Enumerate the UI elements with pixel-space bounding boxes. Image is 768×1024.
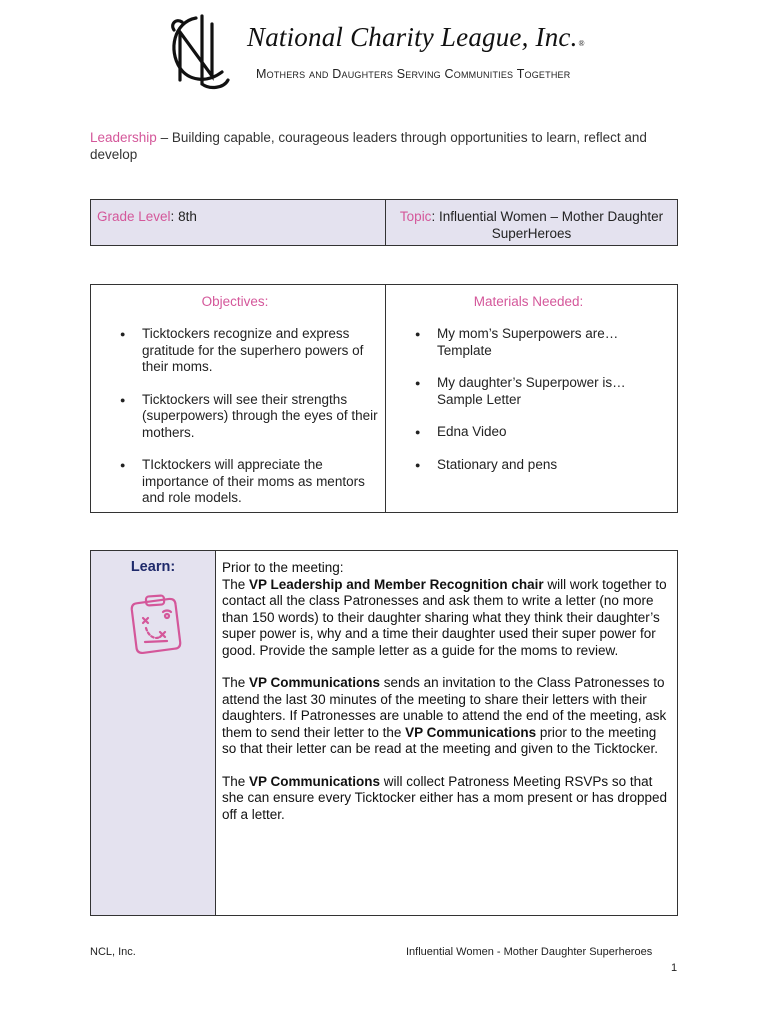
- learn-heading: Learn:: [130, 559, 176, 575]
- grade-level-value: 8th: [174, 209, 197, 224]
- ncl-monogram-icon: [166, 10, 232, 94]
- grade-level-cell: Grade Level: 8th: [91, 200, 386, 245]
- topic-value: Influential Women – Mother Daughter SuperHeroes: [435, 209, 664, 241]
- org-tagline: Mothers and Daughters Serving Communities Together: [256, 67, 571, 81]
- leadership-intro: [90, 129, 680, 163]
- leadership-label: Leadership: [90, 130, 157, 145]
- material-item: ● Stationary and pens: [386, 457, 671, 474]
- objective-item: ● Ticktockers recognize and express gratitude for the superhero powers of their moms.: [91, 326, 379, 376]
- objective-item: ● TIcktockers will appreciate the importance of their moms as mentors and role models.: [91, 457, 379, 507]
- objectives-column: [91, 285, 386, 512]
- materials-heading: Materials Needed:: [473, 294, 584, 309]
- objectives-materials-table: [90, 284, 678, 513]
- material-item: ● My daughter’s Superpower is… Sample Letter: [386, 375, 671, 408]
- material-item: ● Edna Video: [386, 424, 671, 441]
- ncl-logo: [166, 10, 232, 94]
- objectives-heading: Objectives:: [201, 294, 269, 309]
- grade-topic-table: [90, 199, 678, 246]
- learn-paragraph-2: The VP Communications sends an invitation to the Class Patronesses to attend the last 30 minutes of the meeting to share their letters with their daughters. If Patronesses are unable to attend the end of the meeting, ask them to send their letter to the VP Communications prior to the meeting so that their letter can be read at the meeting and given to the Ticktocker.: [222, 675, 667, 756]
- clipboard-plan-icon: [127, 592, 183, 654]
- learn-paragraph-1: Prior to the meeting: The VP Leadership and Member Recognition chair will work together to contact all the class Patronesses and ask them to write a letter (no more than 150 words) to their daughter sharing what they think their daughter’s super power is, why and a time their daughter used their super power for good. Provide the sample letter as a guide for the moms to review.: [222, 560, 667, 658]
- material-item: ● My mom’s Superpowers are… Template: [386, 326, 671, 359]
- objective-item: ● Ticktockers will see their strengths (superpowers) through the eyes of their mothers.: [91, 392, 379, 442]
- materials-list: [386, 326, 671, 473]
- grade-level-label: Grade Level: [97, 209, 171, 224]
- leadership-text: – Building capable, courageous leaders through opportunities to learn, reflect and develop: [90, 130, 647, 162]
- materials-column: [386, 285, 677, 512]
- org-name: National Charity League, Inc.®: [247, 22, 585, 52]
- learn-table: [90, 550, 678, 916]
- learn-paragraph-3: The VP Communications will collect Patroness Meeting RSVPs so that she can ensure every Ticktocker either has a mom present or has dropped off a letter.: [222, 773, 667, 822]
- learn-content: [216, 551, 677, 915]
- page-number: 1: [671, 962, 678, 974]
- footer-title: Influential Women - Mother Daughter Superheroes: [406, 946, 653, 958]
- topic-cell: Topic: Influential Women – Mother Daughter SuperHeroes: [399, 209, 664, 241]
- topic-label: Topic: [399, 209, 432, 224]
- learn-sidebar: [91, 551, 216, 915]
- footer-org: NCL, Inc.: [90, 946, 136, 958]
- objectives-list: [91, 326, 379, 507]
